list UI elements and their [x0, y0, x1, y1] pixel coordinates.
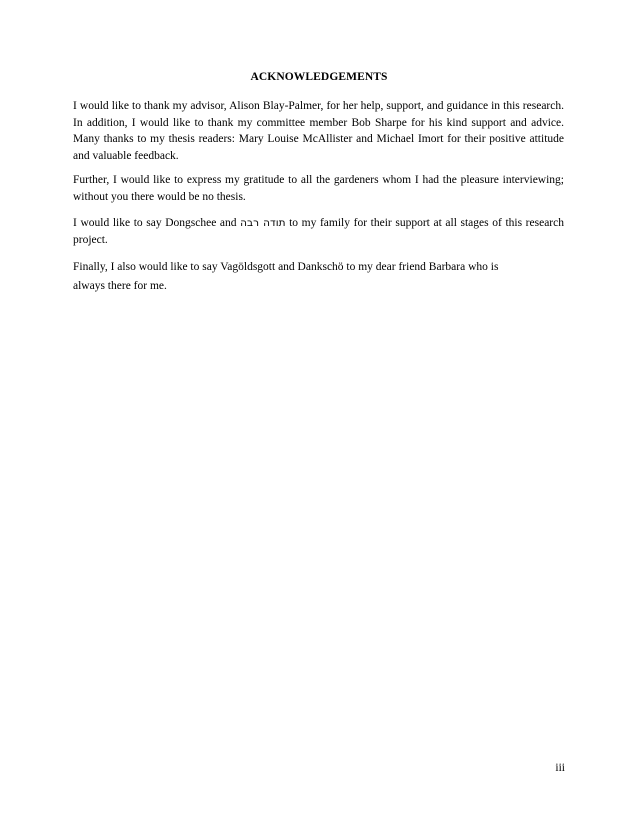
page-title: ACKNOWLEDGEMENTS: [250, 71, 388, 83]
page-number: iii: [555, 762, 565, 774]
paragraph-family-thanks: [73, 215, 564, 248]
friend-thanks-line-2: always there for me.: [73, 279, 167, 292]
paragraph-advisor-thanks: I would like to thank my advisor, Alison Blay-Palmer, for her help, support, and guidance in this research. In addition, I would like to thank my committee member Bob Sharpe for his kind support and advice. Many thanks to my thesis readers: Mary Louise McAllister and Michael Imort for their positive attitude and valuable feedback.: [73, 100, 564, 162]
paragraph-gardeners-thanks: Further, I would like to express my gratitude to all the gardeners whom I had the pleasure interviewing; without you there would be no thesis.: [73, 174, 564, 203]
family-thanks-text-end: to my family for their support at all stages of this research project.: [73, 217, 564, 246]
hebrew-thanks-text: תודה רבה: [240, 217, 286, 229]
friend-thanks-line-1: Finally, I also would like to say Vagöldsgott and Dankschö to my dear friend Barbara who is: [73, 261, 499, 273]
family-thanks-text-start: I would like to say Dongschee and: [73, 217, 241, 229]
paragraph-friend-thanks: [73, 259, 564, 294]
